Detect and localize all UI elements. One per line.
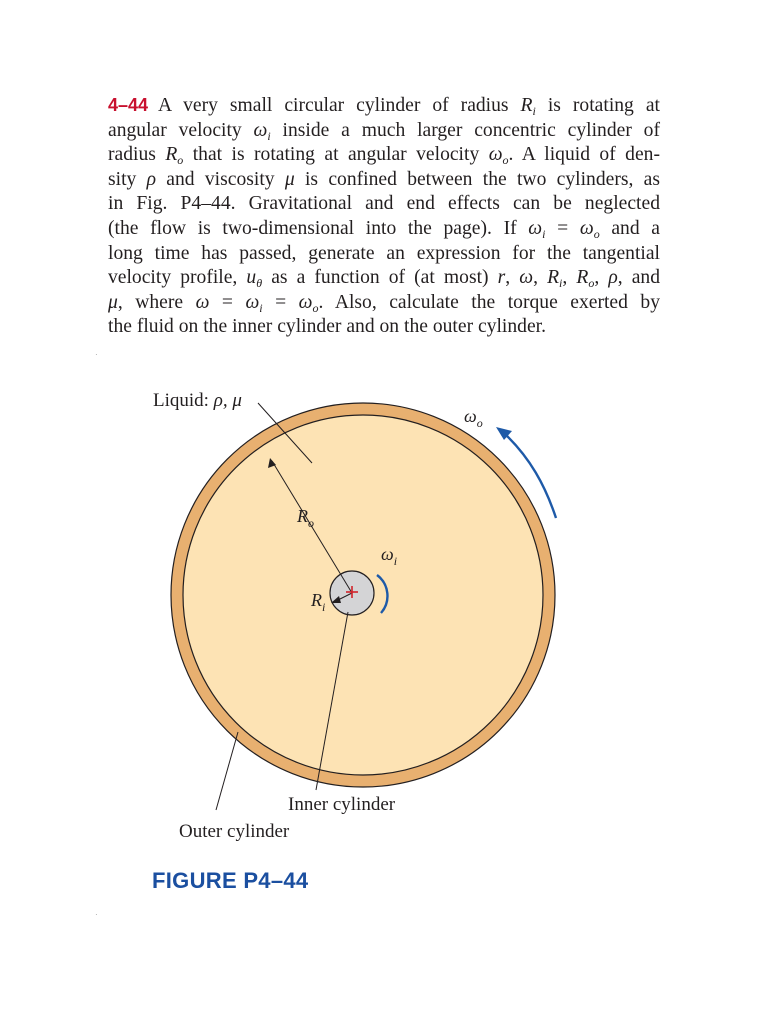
problem-statement: [108, 93, 660, 340]
problem-text: angular velocity: [108, 119, 254, 141]
problem-text: =: [209, 291, 246, 313]
math-symbol: $\omega_i$: [528, 217, 546, 241]
problem-text: =: [262, 291, 299, 313]
problem-text: ,: [594, 267, 609, 289]
math-symbol: ω: [195, 291, 210, 313]
problem-text: as a function of (at most): [262, 267, 498, 289]
problem-text: that is rotating at angular velocity: [183, 144, 489, 166]
problem-line: [108, 291, 660, 316]
math-symbol: $\omega_i$: [245, 291, 263, 315]
math-symbol: $\omega_o$: [579, 217, 600, 241]
problem-text: ,: [533, 267, 548, 289]
page-mark-bottom: ·: [95, 910, 98, 919]
label-ro: $R_o$: [297, 506, 314, 530]
problem-number: 4–44: [108, 95, 149, 115]
page-mark-top: ·: [95, 350, 98, 359]
problem-text: is rotating at: [535, 95, 660, 116]
label-omega-o: $\omega_o$: [464, 406, 483, 430]
problem-line: [108, 242, 660, 267]
label-liquid: Liquid: ρ, μ: [153, 390, 242, 411]
problem-text: velocity profile,: [108, 267, 247, 289]
problem-text: A very small circular cylinder of radius: [158, 95, 521, 116]
math-symbol: ρ: [146, 168, 157, 190]
problem-line: [108, 315, 660, 340]
problem-text: radius: [108, 144, 166, 166]
problem-text: ,: [505, 267, 520, 289]
problem-line: [108, 143, 660, 168]
problem-text: the fluid on the inner cylinder and on the outer cylinder.: [108, 316, 547, 338]
math-symbol: μ: [284, 168, 295, 190]
problem-text: is confined between the two cylinders, as: [294, 168, 661, 190]
problem-line: [108, 192, 660, 217]
problem-text: . Also, calculate the torque exerted by: [318, 291, 660, 313]
problem-line: [108, 168, 660, 193]
problem-text: sity: [108, 168, 147, 190]
problem-text: long time has passed, generate an expression for the tangential: [108, 242, 660, 264]
problem-text: in Fig. P4–44. Gravitational and end effects can be neglected: [108, 193, 660, 215]
problem-text: ,: [562, 267, 577, 289]
label-inner-cylinder: Inner cylinder: [288, 794, 396, 815]
math-symbol: r: [497, 267, 506, 289]
outer-leader: [216, 732, 238, 810]
problem-text: (the flow is two-dimensional into the page). If: [108, 217, 529, 239]
math-symbol: μ: [108, 291, 118, 313]
math-symbol: $R_i$: [520, 95, 536, 118]
problem-line: [108, 217, 660, 242]
problem-text: and a: [599, 217, 660, 239]
math-symbol: $R_o$: [165, 144, 184, 168]
label-ri: $R_i$: [311, 590, 326, 614]
figure-p4-44: [0, 370, 768, 850]
problem-line: [108, 119, 660, 144]
problem-text: inside a much larger concentric cylinder of: [270, 119, 660, 141]
math-symbol: $\omega_o$: [298, 291, 319, 315]
problem-text: and viscosity: [156, 168, 285, 190]
math-symbol: $R_o$: [576, 267, 595, 291]
math-symbol: ρ: [608, 267, 618, 289]
problem-text: , where: [117, 291, 196, 313]
math-symbol: $R_i$: [547, 267, 563, 291]
label-omega-i: $\omega_i$: [381, 544, 398, 568]
problem-text: =: [545, 217, 580, 239]
math-symbol: $u_\theta$: [246, 267, 263, 291]
math-symbol: $\omega_i$: [253, 119, 271, 143]
problem-text: . A liquid of den-: [508, 144, 660, 166]
problem-line: [108, 266, 660, 291]
problem-line: [108, 93, 660, 119]
math-symbol: ω: [519, 267, 534, 289]
label-outer-cylinder: Outer cylinder: [179, 821, 290, 842]
figure-caption: FIGURE P4–44: [152, 868, 309, 893]
problem-text: , and: [617, 267, 661, 289]
math-symbol: $\omega_o$: [488, 144, 509, 168]
